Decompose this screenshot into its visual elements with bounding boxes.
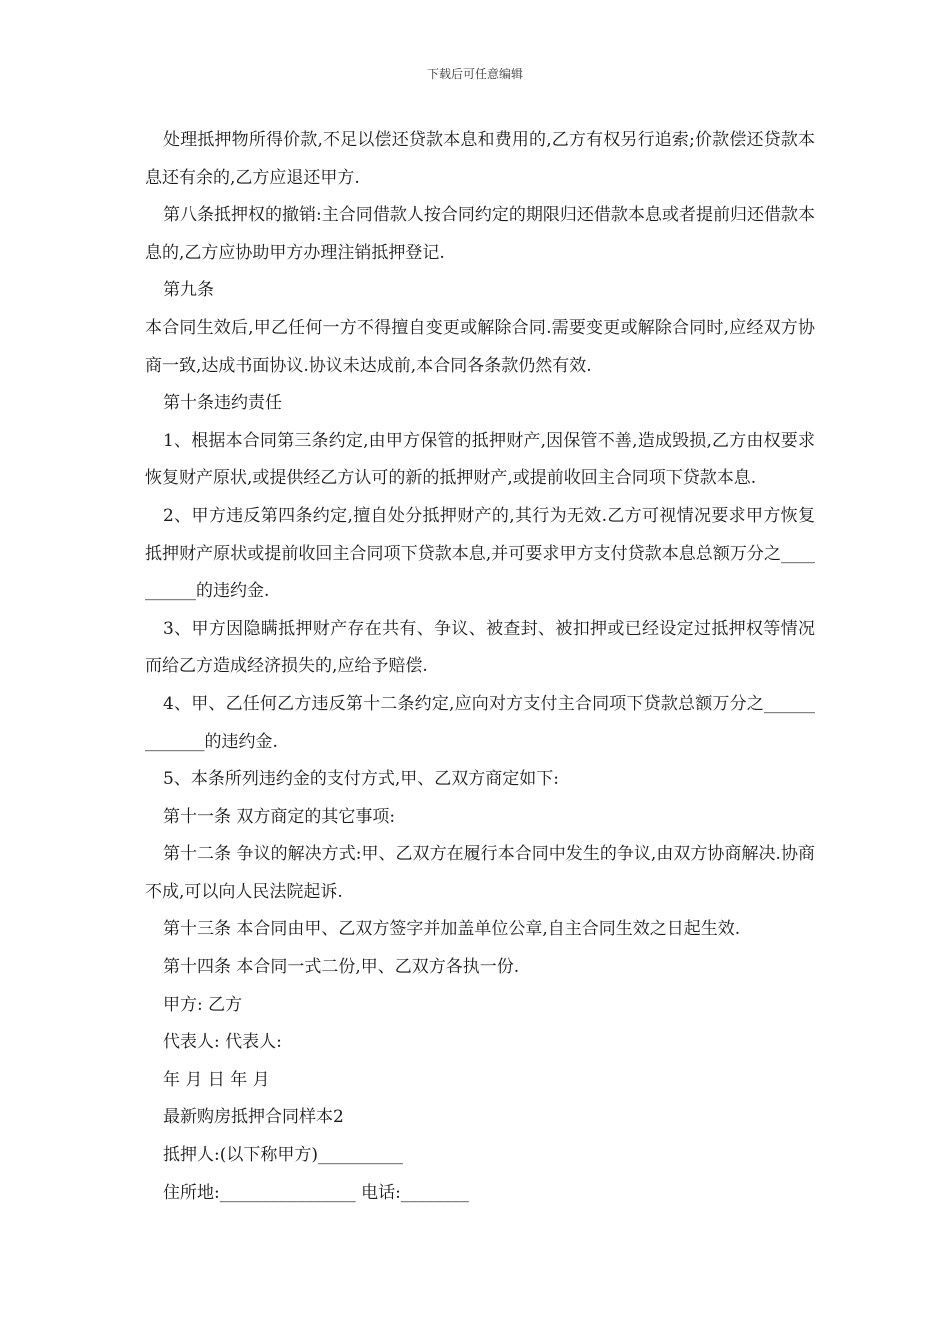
paragraph-article-11: 第十一条 双方商定的其它事项: — [163, 806, 396, 827]
paragraph-article-10-item-3: 3、甲方因隐瞒抵押财产存在共有、争议、被查封、被扣押或已经设定过抵押权等情况而给乙方造成经济损失的,应给予赔偿. — [145, 618, 815, 677]
sample-2-title: 最新购房抵押合同样本2 — [163, 1107, 344, 1128]
heading-article-10: 第十条违约责任 — [163, 393, 282, 414]
heading-article-9: 第九条 — [163, 280, 214, 301]
mortgagor-line: 抵押人:(以下称甲方)__________ — [163, 1145, 403, 1166]
paragraph-article-12: 第十二条 争议的解决方式:甲、乙双方在履行本合同中发生的争议,由双方协商解决.协商不成,可以向人民法院起诉. — [145, 844, 815, 902]
paragraph-article-14: 第十四条 本合同一式二份,甲、乙双方各执一份. — [163, 957, 520, 978]
paragraph-article-10-item-4: 4、甲、乙任何乙方违反第十二条约定,应向对方支付主合同项下贷款总额万分之_____________的违约金. — [145, 693, 815, 752]
page-header: 下载后可任意编辑 — [426, 67, 523, 81]
paragraph-article-9: 本合同生效后,甲乙任何一方不得擅自变更或解除合同.需要变更或解除合同时,应经双方协商一致,达成书面协议.协议未达成前,本合同各条款仍然有效. — [145, 317, 815, 376]
paragraph-article-10-item-5: 5、本条所列违约金的支付方式,甲、乙双方商定如下: — [163, 769, 559, 790]
paragraph-article-8: 第八条抵押权的撤销:主合同借款人按合同约定的期限归还借款本息或者提前归还借款本息的,乙方应协助甲方办理注销抵押登记. — [145, 205, 815, 263]
paragraph-article-13: 第十三条 本合同由甲、乙双方签字并加盖单位公章,自主合同生效之日起生效. — [163, 919, 741, 940]
paragraph-article-10-item-1: 1、根据本合同第三条约定,由甲方保管的抵押财产,因保管不善,造成毁损,乙方由权要求恢复财产原状,或提供经乙方认可的新的抵押财产,或提前收回主合同项下贷款本息. — [145, 430, 815, 489]
document-body — [145, 122, 815, 1212]
signature-representatives: 代表人: 代表人: — [163, 1032, 282, 1053]
paragraph-mortgage-proceeds: 处理抵押物所得价款,不足以偿还贷款本息和费用的,乙方有权另行追索;价款偿还贷款本息还有余的,乙方应退还甲方. — [145, 130, 815, 188]
paragraph-article-10-item-2: 2、甲方违反第四条约定,擅自处分抵押财产的,其行为无效.乙方可视情况要求甲方恢复抵押财产原状或提前收回主合同项下贷款本息,并可要求甲方支付贷款本息总额万分之__________的违约金. — [145, 505, 815, 602]
signature-parties: 甲方: 乙方 — [163, 994, 243, 1015]
address-phone-line: 住所地:________________ 电话:________ — [163, 1182, 469, 1203]
signature-dates: 年 月 日 年 月 — [163, 1069, 270, 1090]
